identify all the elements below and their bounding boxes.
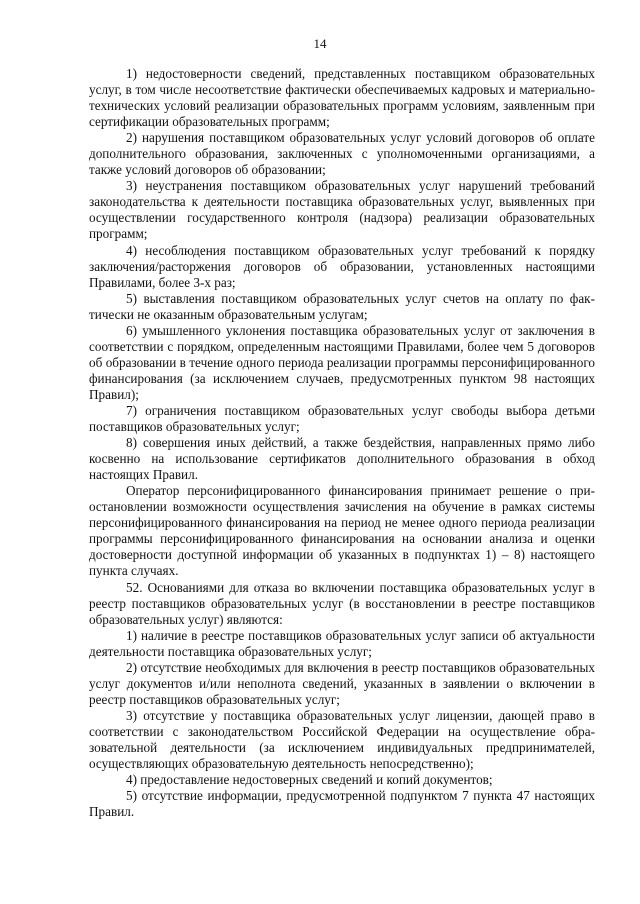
document-body [89,66,595,820]
paragraph-clause-4: 4) несоблюдения поставщиком образовательных услуг требований к порядку заключения/расторжения договоров об образовании, установленных настоящими Правилами, более 3-х раз; [89,242,595,290]
paragraph-clause-5: 5) выставления поставщиком образовательных услуг счетов на оплату по фактически не оказанным образовательным услугам; [89,290,595,322]
paragraph-clause-7: 7) ограничения поставщиком образовательных услуг свободы выбора детьми поставщиков образовательных услуг; [89,402,595,435]
paragraph-refusal-2: 2) отсутствие необходимых для включения в реестр поставщиков образовательных услуг документов и/или неполнота сведений, указанных в заявлении о включении в реестр поставщиков образовательных услуг; [89,659,595,707]
paragraph-section-52: 52. Основаниями для отказа во включении поставщика образовательных услуг в реестр поставщиков образовательных услуг (в восстановлении в реестре поставщиков образовательных услуг) являются: [89,579,595,627]
paragraph-refusal-5: 5) отсутствие информации, предусмотренной подпунктом 7 пункта 47 настоящих Правил. [89,788,595,820]
paragraph-operator-decision: Оператор персонифицированного финансирования принимает решение о приостановлении возможности осуществления зачисления на обучение в рамках системы персонифицированного финансирования на период не менее одного периода реализации программы персонифицированного финансирования на основании анализа и оценки достоверности доступной информации об указанных в подпунктах 1) – 8) настоящего пункта случаях. [89,483,595,579]
page-number: 14 [313,36,327,51]
paragraph-refusal-3: 3) отсутствие у поставщика образовательных услуг лицензии, дающей право в соответствии с законодательством Российской Федерации на осуществление образовательной деятельности (за исключением индивидуальных предпринимателей, осуществляющих образовательную деятельность непосредственно); [89,707,595,772]
paragraph-clause-1: 1) недостоверности сведений, представленных поставщиком образовательных услуг, в том числе несоответствие фактически обеспечиваемых кадровых и материально-технических условий реализации образовательных программ условиям, заявленным при сертификации образовательных программ; [89,66,595,130]
paragraph-refusal-4: 4) предоставление недостоверных сведений и копий документов; [126,772,493,788]
paragraph-clause-2: 2) нарушения поставщиком образовательных услуг условий договоров об оплате дополнительного образования, заключенных с уполномоченными организациями, а также условий договоров об образовании; [89,130,595,178]
paragraph-clause-8: 8) совершения иных действий, а также бездействия, направленных прямо либо косвенно на использование сертификатов дополнительного образования в обход настоящих Правил. [89,435,595,483]
paragraph-clause-3: 3) неустранения поставщиком образовательных услуг нарушений требований законодательства к деятельности поставщика образовательных услуг, выявленных при осуществлении государственного контроля (надзора) реализации образовательных программ; [89,178,595,242]
paragraph-clause-6: 6) умышленного уклонения поставщика образовательных услуг от заключения в соответствии с порядком, определенным настоящими Правилами, более чем 5 договоров об образовании в течение одного периода реализации программы персонифицированного финансирования (за исключением случаев, предусмотренных пунктом 98 настоящих Правил); [89,322,595,402]
paragraph-refusal-1: 1) наличие в реестре поставщиков образовательных услуг записи об актуальности деятельности поставщика образовательных услуг; [89,627,595,659]
